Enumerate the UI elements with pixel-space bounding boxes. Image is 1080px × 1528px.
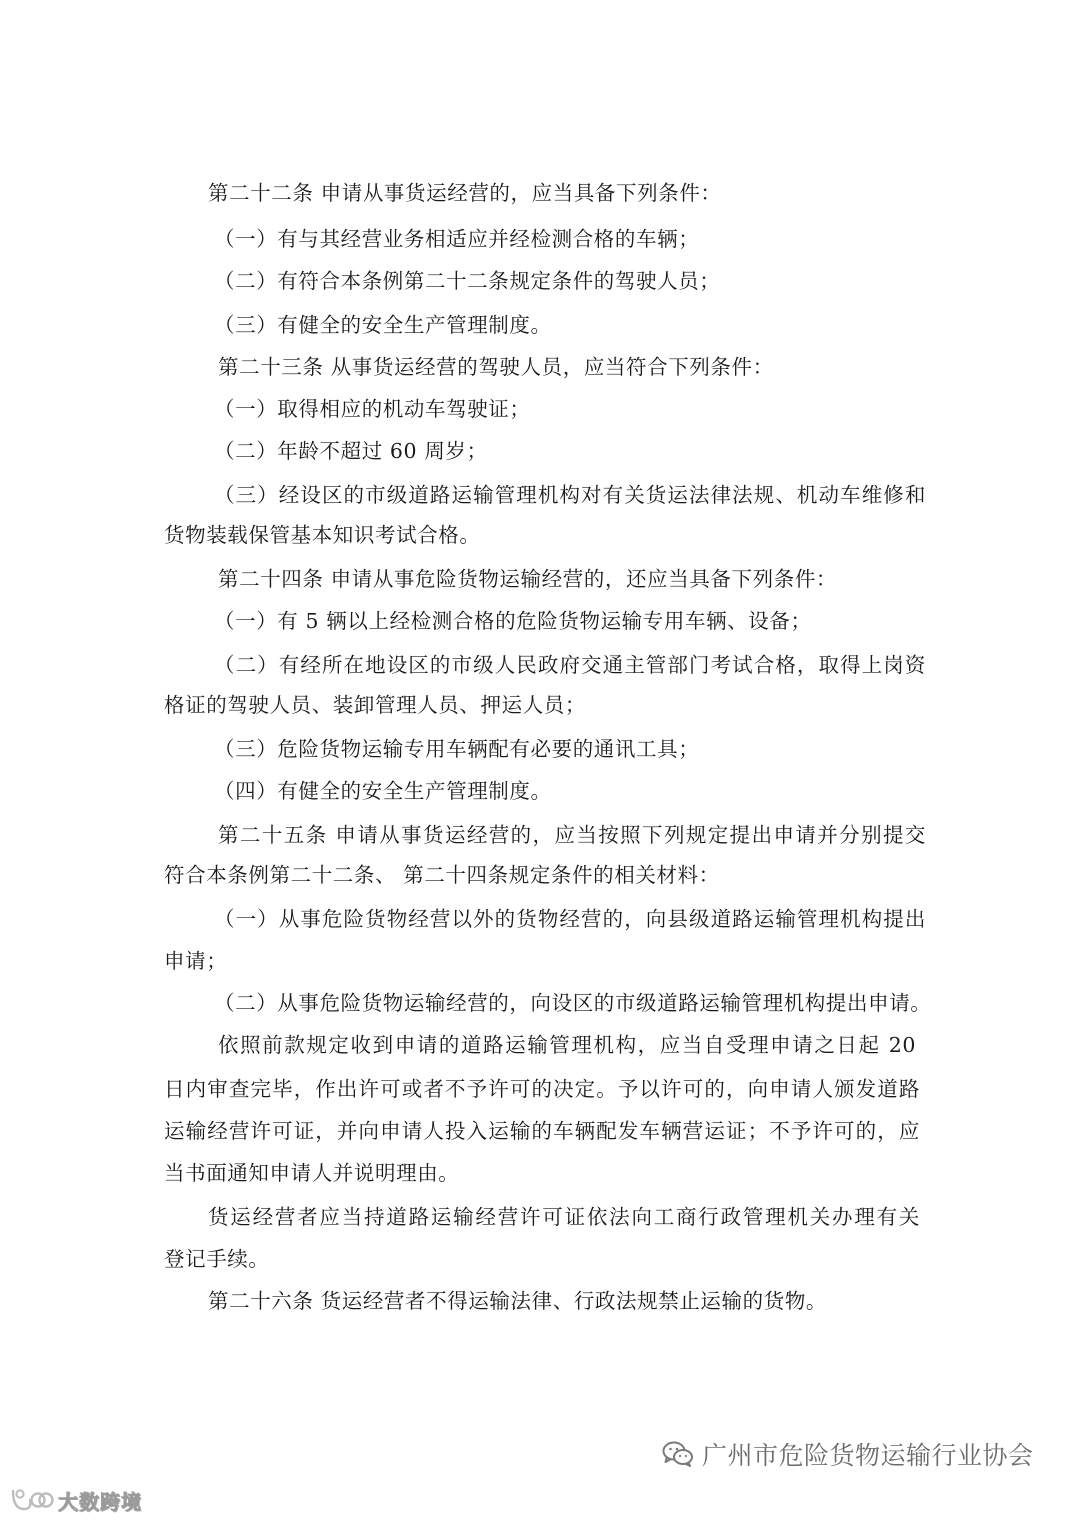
article-24-heading: 第二十四条 申请从事危险货物运输经营的，还应当具备下列条件： (218, 567, 838, 591)
paragraph: 依照前款规定收到申请的道路运输管理机构，应当自受理申请之日起 20 (218, 1033, 916, 1057)
list-item: （三）经设区的市级道路运输管理机构对有关货运法律法规、机动车维修和 (214, 483, 926, 507)
list-item: （二）年龄不超过 60 周岁； (214, 439, 488, 463)
list-item: （二）有符合本条例第二十二条规定条件的驾驶人员； (214, 269, 721, 293)
list-item: （一）有 5 辆以上经检测合格的危险货物运输专用车辆、设备； (214, 609, 812, 633)
paragraph-continuation: 申请； (164, 949, 228, 973)
article-23-heading: 第二十三条 从事货运经营的驾驶人员，应当符合下列条件： (218, 355, 774, 379)
paragraph: 货运经营者应当持道路运输经营许可证依法向工商行政管理机关办理有关 (208, 1205, 920, 1229)
list-item: （四）有健全的安全生产管理制度。 (214, 779, 552, 803)
wechat-icon (662, 1440, 694, 1468)
list-item: （二）从事危险货物运输经营的，向设区的市级道路运输管理机构提出申请。 (214, 991, 932, 1015)
list-item: （二）有经所在地设区的市级人民政府交通主管部门考试合格，取得上岗资 (214, 653, 926, 677)
article-26-heading: 第二十六条 货运经营者不得运输法律、行政法规禁止运输的货物。 (208, 1289, 828, 1313)
site-watermark (10, 1484, 142, 1516)
paragraph-continuation: 格证的驾驶人员、装卸管理人员、押运人员； (164, 693, 586, 717)
paragraph-continuation: 符合本条例第二十二条、 第二十四条规定条件的相关材料： (164, 863, 720, 887)
paragraph-continuation: 运输经营许可证，并向申请人投入运输的车辆配发车辆营运证；不予许可的，应 (164, 1119, 920, 1143)
list-item: （一）取得相应的机动车驾驶证； (214, 397, 531, 421)
paragraph-continuation: 货物装载保管基本知识考试合格。 (164, 523, 481, 547)
list-item: （三）危险货物运输专用车辆配有必要的通讯工具； (214, 737, 700, 761)
paragraph-continuation: 登记手续。 (164, 1247, 270, 1271)
list-item: （三）有健全的安全生产管理制度。 (214, 313, 552, 337)
article-25-heading: 第二十五条 申请从事货运经营的，应当按照下列规定提出申请并分别提交 (218, 823, 926, 847)
site-logo-text: 大数跨境 (58, 1489, 142, 1514)
site-logo-icon (10, 1487, 54, 1513)
list-item: （一）从事危险货物经营以外的货物经营的，向县级道路运输管理机构提出 (214, 907, 926, 931)
paragraph-continuation: 日内审查完毕，作出许可或者不予许可的决定。予以许可的，向申请人颁发道路 (164, 1077, 920, 1101)
wechat-account-name: 广州市危险货物运输行业协会 (702, 1441, 1034, 1470)
article-22-heading: 第二十二条 申请从事货运经营的，应当具备下列条件： (208, 181, 722, 205)
list-item: （一）有与其经营业务相适应并经检测合格的车辆； (214, 227, 700, 251)
wechat-watermark (662, 1434, 1034, 1474)
paragraph-continuation: 当书面通知申请人并说明理由。 (164, 1161, 460, 1185)
